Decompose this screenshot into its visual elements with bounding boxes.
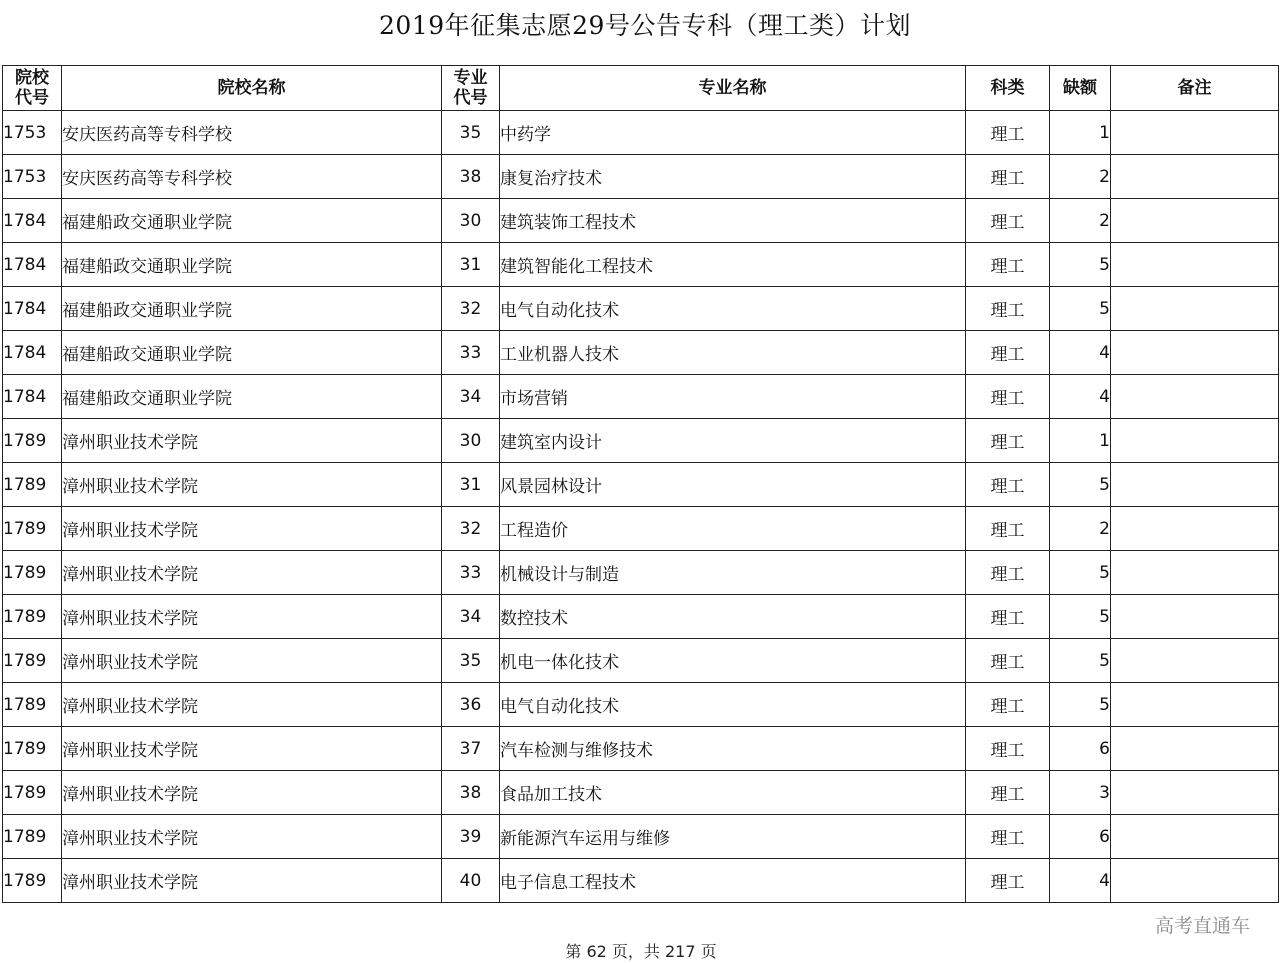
- cell-category: 理工: [966, 639, 1050, 683]
- cell-category: 理工: [966, 243, 1050, 287]
- cell-school-code: 1789: [3, 815, 62, 859]
- cell-major-name: 数控技术: [500, 595, 966, 639]
- header-school-code: 院校 代号: [3, 66, 62, 111]
- cell-school-name: 漳州职业技术学院: [62, 771, 442, 815]
- cell-school-name: 安庆医药高等专科学校: [62, 111, 442, 155]
- cell-school-code: 1784: [3, 287, 62, 331]
- cell-major-code: 35: [442, 639, 500, 683]
- cell-major-name: 工业机器人技术: [500, 331, 966, 375]
- table-row: [3, 463, 1279, 507]
- cell-remark: [1111, 375, 1279, 419]
- cell-remark: [1111, 507, 1279, 551]
- cell-major-code: 31: [442, 463, 500, 507]
- cell-remark: [1111, 859, 1279, 903]
- table-row: [3, 683, 1279, 727]
- table-row: [3, 771, 1279, 815]
- cell-remark: [1111, 683, 1279, 727]
- table-row: [3, 155, 1279, 199]
- cell-major-code: 30: [442, 419, 500, 463]
- cell-major-name: 汽车检测与维修技术: [500, 727, 966, 771]
- cell-major-name: 新能源汽车运用与维修: [500, 815, 966, 859]
- cell-category: 理工: [966, 507, 1050, 551]
- cell-remark: [1111, 111, 1279, 155]
- cell-major-code: 33: [442, 331, 500, 375]
- cell-quota: 5: [1050, 463, 1111, 507]
- cell-school-name: 福建船政交通职业学院: [62, 375, 442, 419]
- cell-quota: 4: [1050, 331, 1111, 375]
- cell-major-code: 31: [442, 243, 500, 287]
- cell-major-name: 机械设计与制造: [500, 551, 966, 595]
- cell-major-name: 电子信息工程技术: [500, 859, 966, 903]
- cell-school-code: 1789: [3, 507, 62, 551]
- cell-major-code: 30: [442, 199, 500, 243]
- header-quota: 缺额: [1050, 66, 1111, 111]
- cell-major-code: 39: [442, 815, 500, 859]
- cell-quota: 2: [1050, 155, 1111, 199]
- cell-remark: [1111, 287, 1279, 331]
- cell-quota: 5: [1050, 551, 1111, 595]
- cell-school-code: 1789: [3, 683, 62, 727]
- cell-major-name: 机电一体化技术: [500, 639, 966, 683]
- cell-school-name: 漳州职业技术学院: [62, 463, 442, 507]
- cell-remark: [1111, 727, 1279, 771]
- table-row: [3, 199, 1279, 243]
- cell-remark: [1111, 155, 1279, 199]
- cell-category: 理工: [966, 111, 1050, 155]
- cell-quota: 5: [1050, 639, 1111, 683]
- cell-school-code: 1784: [3, 331, 62, 375]
- cell-quota: 1: [1050, 419, 1111, 463]
- cell-school-name: 漳州职业技术学院: [62, 815, 442, 859]
- cell-quota: 5: [1050, 595, 1111, 639]
- cell-major-name: 康复治疗技术: [500, 155, 966, 199]
- cell-remark: [1111, 595, 1279, 639]
- cell-major-code: 32: [442, 507, 500, 551]
- cell-school-name: 福建船政交通职业学院: [62, 287, 442, 331]
- cell-school-name: 福建船政交通职业学院: [62, 331, 442, 375]
- table-row: [3, 331, 1279, 375]
- table-row: [3, 815, 1279, 859]
- cell-category: 理工: [966, 419, 1050, 463]
- cell-remark: [1111, 243, 1279, 287]
- header-major-name: 专业名称: [500, 66, 966, 111]
- cell-quota: 5: [1050, 683, 1111, 727]
- table-row: [3, 595, 1279, 639]
- cell-category: 理工: [966, 199, 1050, 243]
- cell-school-code: 1784: [3, 375, 62, 419]
- cell-remark: [1111, 199, 1279, 243]
- cell-major-name: 电气自动化技术: [500, 287, 966, 331]
- cell-school-code: 1789: [3, 771, 62, 815]
- cell-quota: 6: [1050, 727, 1111, 771]
- cell-school-name: 漳州职业技术学院: [62, 859, 442, 903]
- cell-remark: [1111, 463, 1279, 507]
- header-major-code: 专业 代号: [442, 66, 500, 111]
- cell-category: 理工: [966, 771, 1050, 815]
- table-row: [3, 375, 1279, 419]
- cell-major-name: 建筑室内设计: [500, 419, 966, 463]
- cell-quota: 5: [1050, 287, 1111, 331]
- header-school-name: 院校名称: [62, 66, 442, 111]
- cell-category: 理工: [966, 595, 1050, 639]
- page-title: 2019年征集志愿29号公告专科（理工类）计划: [379, 11, 911, 40]
- cell-remark: [1111, 771, 1279, 815]
- cell-category: 理工: [966, 287, 1050, 331]
- cell-major-code: 40: [442, 859, 500, 903]
- table-row: [3, 287, 1279, 331]
- cell-major-name: 建筑装饰工程技术: [500, 199, 966, 243]
- cell-school-code: 1784: [3, 199, 62, 243]
- cell-school-name: 福建船政交通职业学院: [62, 199, 442, 243]
- cell-school-code: 1784: [3, 243, 62, 287]
- cell-remark: [1111, 551, 1279, 595]
- cell-school-name: 漳州职业技术学院: [62, 727, 442, 771]
- page-footer: 第 62 页，共 217 页: [565, 942, 717, 961]
- table-row: [3, 859, 1279, 903]
- cell-major-code: 33: [442, 551, 500, 595]
- cell-school-name: 漳州职业技术学院: [62, 595, 442, 639]
- cell-school-code: 1789: [3, 419, 62, 463]
- cell-school-name: 漳州职业技术学院: [62, 419, 442, 463]
- cell-school-name: 福建船政交通职业学院: [62, 243, 442, 287]
- cell-category: 理工: [966, 815, 1050, 859]
- enrollment-plan-table: [2, 65, 1279, 903]
- cell-school-code: 1753: [3, 111, 62, 155]
- cell-school-code: 1753: [3, 155, 62, 199]
- cell-remark: [1111, 639, 1279, 683]
- cell-school-name: 漳州职业技术学院: [62, 639, 442, 683]
- cell-major-name: 风景园林设计: [500, 463, 966, 507]
- header-remark: 备注: [1111, 66, 1279, 111]
- cell-category: 理工: [966, 683, 1050, 727]
- cell-school-code: 1789: [3, 639, 62, 683]
- cell-major-code: 35: [442, 111, 500, 155]
- cell-major-code: 34: [442, 595, 500, 639]
- table-row: [3, 243, 1279, 287]
- cell-category: 理工: [966, 375, 1050, 419]
- table-row: [3, 727, 1279, 771]
- cell-major-code: 36: [442, 683, 500, 727]
- table-row: [3, 639, 1279, 683]
- cell-major-name: 电气自动化技术: [500, 683, 966, 727]
- cell-quota: 3: [1050, 771, 1111, 815]
- cell-quota: 2: [1050, 199, 1111, 243]
- watermark: 高考直通车: [1154, 915, 1250, 937]
- cell-school-name: 安庆医药高等专科学校: [62, 155, 442, 199]
- cell-category: 理工: [966, 859, 1050, 903]
- table-body: [3, 111, 1279, 903]
- cell-school-code: 1789: [3, 727, 62, 771]
- cell-major-name: 工程造价: [500, 507, 966, 551]
- cell-school-code: 1789: [3, 595, 62, 639]
- cell-quota: 1: [1050, 111, 1111, 155]
- table-row: [3, 551, 1279, 595]
- cell-category: 理工: [966, 727, 1050, 771]
- cell-major-code: 38: [442, 155, 500, 199]
- cell-category: 理工: [966, 551, 1050, 595]
- cell-major-name: 中药学: [500, 111, 966, 155]
- cell-school-code: 1789: [3, 551, 62, 595]
- cell-school-name: 漳州职业技术学院: [62, 683, 442, 727]
- cell-remark: [1111, 815, 1279, 859]
- cell-quota: 2: [1050, 507, 1111, 551]
- cell-major-code: 34: [442, 375, 500, 419]
- cell-remark: [1111, 419, 1279, 463]
- cell-category: 理工: [966, 463, 1050, 507]
- cell-category: 理工: [966, 331, 1050, 375]
- cell-major-code: 32: [442, 287, 500, 331]
- cell-quota: 5: [1050, 243, 1111, 287]
- cell-category: 理工: [966, 155, 1050, 199]
- cell-quota: 4: [1050, 375, 1111, 419]
- cell-major-name: 建筑智能化工程技术: [500, 243, 966, 287]
- cell-major-name: 食品加工技术: [500, 771, 966, 815]
- cell-remark: [1111, 331, 1279, 375]
- cell-major-name: 市场营销: [500, 375, 966, 419]
- cell-major-code: 37: [442, 727, 500, 771]
- cell-quota: 4: [1050, 859, 1111, 903]
- cell-quota: 6: [1050, 815, 1111, 859]
- table-row: [3, 419, 1279, 463]
- cell-school-name: 漳州职业技术学院: [62, 551, 442, 595]
- cell-major-code: 38: [442, 771, 500, 815]
- table-row: [3, 111, 1279, 155]
- cell-school-code: 1789: [3, 859, 62, 903]
- table-header-row: [3, 66, 1279, 111]
- header-category: 科类: [966, 66, 1050, 111]
- table-row: [3, 507, 1279, 551]
- cell-school-name: 漳州职业技术学院: [62, 507, 442, 551]
- cell-school-code: 1789: [3, 463, 62, 507]
